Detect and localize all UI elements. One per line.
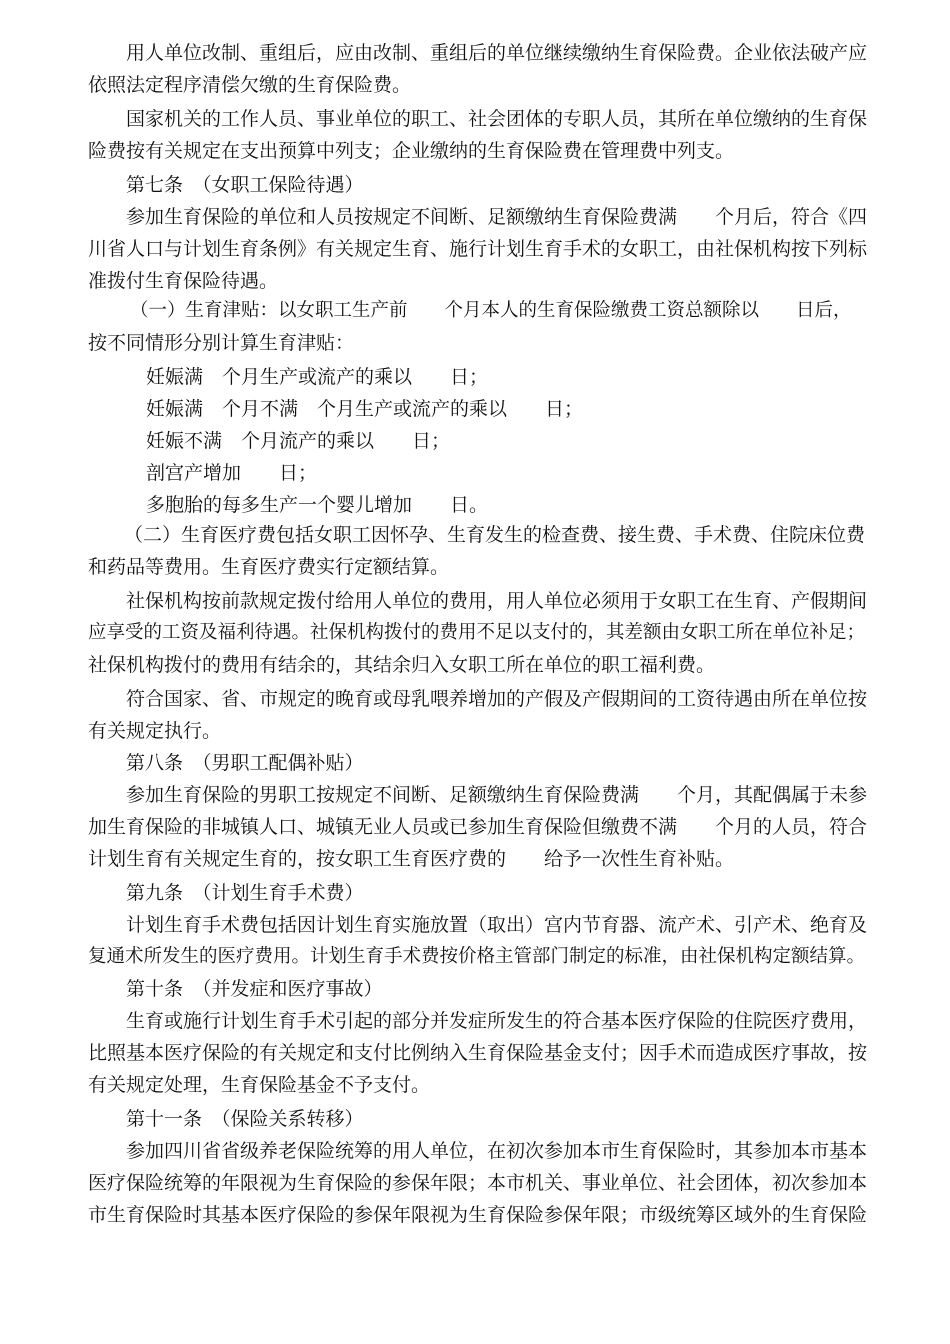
- article-heading: 第八条 （男职工配偶补贴）: [126, 752, 364, 774]
- article-heading: 第九条 （计划生育手术费）: [126, 882, 364, 904]
- text-line: 按不同情形分别计算生育津贴：: [88, 332, 355, 354]
- article-heading: 第十条 （并发症和医疗事故）: [126, 978, 383, 1000]
- text-line: 依照法定程序清偿欠缴的生育保险费。: [88, 74, 412, 96]
- text-line: 参加生育保险的男职工按规定不间断、足额缴纳生育保险费满 个月，其配偶属于未参: [126, 784, 868, 806]
- text-line: 川省人口与计划生育条例》有关规定生育、施行计划生育手术的女职工，由社保机构按下列标: [88, 238, 868, 260]
- article-heading: 第十一条 （保险关系转移）: [126, 1108, 364, 1130]
- article-heading: 第七条 （女职工保险待遇）: [126, 174, 364, 196]
- list-item: 多胞胎的每多生产一个婴儿增加 日。: [146, 494, 489, 516]
- list-item: 剖宫产增加 日；: [146, 462, 318, 484]
- text-line: 医疗保险统筹的年限视为生育保险的参保年限；本市机关、事业单位、社会团体，初次参加本: [88, 1172, 868, 1194]
- text-line: （二）生育医疗费包括女职工因怀孕、生育发生的检查费、接生费、手术费、住院床位费: [124, 524, 866, 546]
- text-line: 复通术所发生的医疗费用。计划生育手术费按价格主管部门制定的标准，由社保机构定额结算。: [88, 946, 866, 967]
- text-line: 计划生育有关规定生育的，按女职工生育医疗费的 给予一次性生育补贴。: [88, 848, 735, 870]
- text-line: 社保机构拨付的费用有结余的，其结余归入女职工所在单位的职工福利费。: [88, 654, 716, 676]
- text-line: 加生育保险的非城镇人口、城镇无业人员或已参加生育保险但缴费不满 个月的人员，符合: [88, 816, 868, 838]
- text-line: 应享受的工资及福利待遇。社保机构拨付的费用不足以支付的，其差额由女职工所在单位补足；: [88, 622, 866, 643]
- list-item: 妊娠满 个月不满 个月生产或流产的乘以 日；: [146, 398, 584, 420]
- text-line: 准拨付生育保险待遇。: [88, 270, 279, 292]
- text-line: 符合国家、省、市规定的晚育或母乳喂养增加的产假及产假期间的工资待遇由所在单位按: [126, 688, 868, 710]
- text-line: 和药品等费用。生育医疗费实行定额结算。: [88, 556, 450, 578]
- text-line: 比照基本医疗保险的有关规定和支付比例纳入生育保险基金支付；因手术而造成医疗事故，按: [88, 1042, 868, 1064]
- text-line: 国家机关的工作人员、事业单位的职工、社会团体的专职人员，其所在单位缴纳的生育保: [126, 108, 868, 130]
- text-line: 计划生育手术费包括因计划生育实施放置（取出）宫内节育器、流产术、引产术、绝育及: [126, 914, 868, 936]
- list-item: 妊娠不满 个月流产的乘以 日；: [146, 430, 451, 452]
- text-line: 市生育保险时其基本医疗保险的参保年限视为生育保险参保年限；市级统筹区域外的生育保险: [88, 1204, 868, 1226]
- text-line: 社保机构按前款规定拨付给用人单位的费用，用人单位必须用于女职工在生育、产假期间: [126, 590, 868, 612]
- list-item: 妊娠满 个月生产或流产的乘以 日；: [146, 366, 489, 388]
- text-line: 有关规定处理，生育保险基金不予支付。: [88, 1074, 431, 1096]
- text-line: 险费按有关规定在支出预算中列支；企业缴纳的生育保险费在管理费中列支。: [88, 140, 735, 162]
- text-line: 参加生育保险的单位和人员按规定不间断、足额缴纳生育保险费满 个月后，符合《四: [126, 206, 868, 228]
- text-line: 生育或施行计划生育手术引起的部分并发症所发生的符合基本医疗保险的住院医疗费用，: [126, 1010, 868, 1032]
- text-line: 有关规定执行。: [88, 720, 222, 742]
- text-line: 参加四川省省级养老保险统筹的用人单位，在初次参加本市生育保险时，其参加本市基本: [126, 1140, 868, 1162]
- text-line: （一）生育津贴：以女职工生产前 个月本人的生育保险缴费工资总额除以 日后，: [130, 300, 852, 321]
- text-line: 用人单位改制、重组后，应由改制、重组后的单位继续缴纳生育保险费。企业依法破产应: [126, 42, 868, 64]
